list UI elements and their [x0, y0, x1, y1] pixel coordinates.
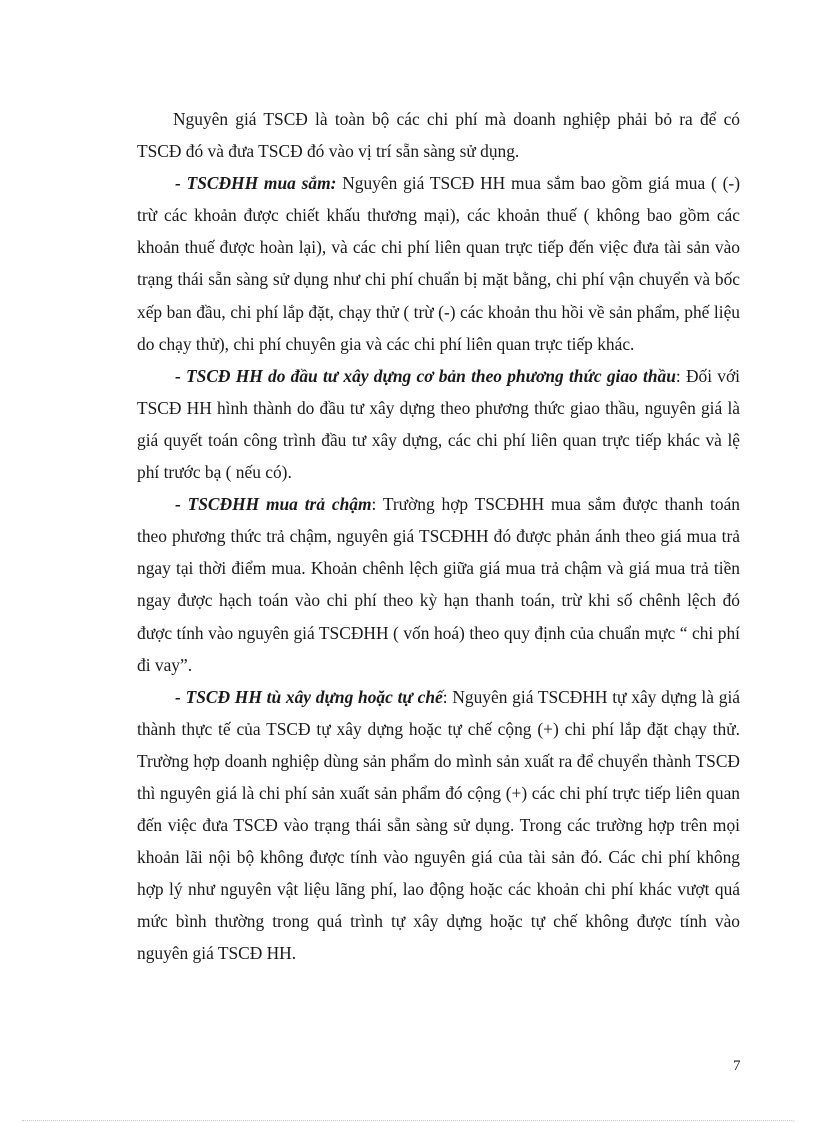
- paragraph-purchased-assets: [137, 167, 740, 360]
- paragraph-heading: - TSCĐHH mua sắm:: [175, 173, 337, 194]
- paragraph-contracted-construction: [137, 360, 740, 488]
- paragraph-text: Nguyên giá TSCĐ là toàn bộ các chi phí mà doanh nghiệp phải bỏ ra để có TSCĐ đó và đưa TSCĐ đó vào vị trí sẵn sàng sử dụng.: [137, 109, 740, 162]
- paragraph-intro: [137, 103, 740, 167]
- body-text: [137, 103, 740, 970]
- paragraph-text: : Nguyên giá TSCĐHH tự xây dựng là giá thành thực tế của TSCĐ tự xây dựng hoặc tự chế cộng (+) chi phí lắp đặt chạy thử. Trường hợp doanh nghiệp dùng sản phẩm do mình sản xuất ra để chuyển thành TSCĐ thì nguyên giá là chi phí sản xuất sản phẩm đó cộng (+) các chi phí trực tiếp liên quan đến việc đưa TSCĐ vào trạng thái sẵn sàng sử dụng. Trong các trường hợp trên mọi khoản lãi nội bộ không được tính vào nguyên giá của tài sản đó. Các chi phí không hợp lý như nguyên vật liệu lãng phí, lao động hoặc các khoản chi phí khác vượt quá mức bình thường trong quá trình tự xây dựng hoặc tự chế không được tính vào nguyên giá TSCĐ HH.: [137, 686, 740, 964]
- paragraph-text: Nguyên giá TSCĐ HH mua sắm bao gồm giá mua ( (-) trừ các khoản được chiết khấu thương mại), các khoản thuế ( không bao gồm các khoản thuế được hoàn lại), và các chi phí liên quan trực tiếp đến việc đưa tài sản vào trạng thái sẵn sàng sử dụng như chi phí chuẩn bị mặt bằng, chi phí vận chuyển và bốc xếp ban đầu, chi phí lắp đặt, chạy thử ( trừ (-) các khoản thu hồi về sản phẩm, phế liệu do chạy thử), chi phí chuyên gia và các chi phí liên quan trực tiếp khác.: [137, 173, 740, 354]
- paragraph-heading: - TSCĐ HH tù xây dựng hoặc tự chế: [175, 686, 443, 707]
- paragraph-heading: - TSCĐ HH do đầu tư xây dựng cơ bản theo phương thức giao thầu: [175, 365, 676, 386]
- paragraph-self-constructed: [137, 681, 740, 970]
- paragraph-text: : Trường hợp TSCĐHH mua sắm được thanh toán theo phương thức trả chậm, nguyên giá TSCĐHH đó được phản ánh theo giá mua trả ngay tại thời điểm mua. Khoản chênh lệch giữa giá mua trả chậm và giá mua trả tiền ngay được hạch toán vào chi phí theo kỳ hạn thanh toán, trừ khi số chênh lệch đó được tính vào nguyên giá TSCĐHH ( vốn hoá) theo quy định của chuẩn mực “ chi phí đi vay”.: [137, 494, 740, 675]
- paragraph-heading: - TSCĐHH mua trả chậm: [175, 494, 372, 515]
- paragraph-text: : Đối với TSCĐ HH hình thành do đầu tư xây dựng theo phương thức giao thầu, nguyên giá là giá quyết toán công trình đầu tư xây dựng, các chi phí liên quan trực tiếp khác và lệ phí trước bạ ( nếu có).: [137, 365, 740, 483]
- paragraph-deferred-payment: [137, 488, 740, 681]
- page-number: 7: [733, 1058, 741, 1074]
- page-bottom-divider: [22, 1120, 794, 1121]
